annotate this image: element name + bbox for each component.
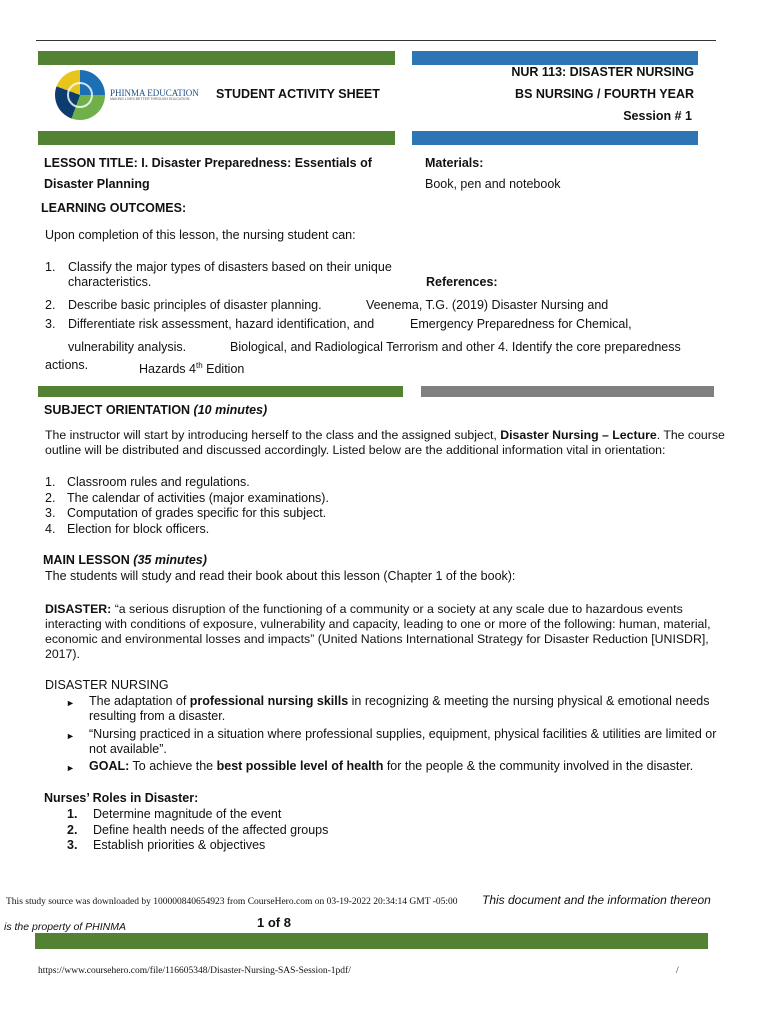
course-title: NUR 113: DISASTER NURSING: [511, 65, 694, 79]
orientation-item-3-number: 3.: [45, 506, 56, 520]
bullet-arrow-icon: ►: [66, 731, 75, 741]
outcomes-heading: LEARNING OUTCOMES:: [41, 201, 187, 215]
role-1: Determine magnitude of the event: [93, 807, 282, 821]
sheet-title: STUDENT ACTIVITY SHEET: [216, 87, 380, 101]
materials-label: Materials:: [425, 156, 484, 170]
orientation-item-1: Classroom rules and regulations.: [67, 475, 250, 489]
orientation-para-post: . The course outline will be distributed and discussed accordingly. Listed below are the additional information vital in orientation:: [45, 428, 725, 457]
disaster-def-text: “a serious disruption of the functioning of a community or a society at any scale due to hazardous events interacting with conditions of exposure, vulnerability and capacity, leading to one or more of the following: human, material, economic and environmental losses and impacts” (United Nations International Strategy for Disaster Reduction [UNISDR], 2017).: [45, 602, 711, 661]
main-lesson-intro: The students will study and read their book about this lesson (Chapter 1 of the book):: [45, 569, 516, 583]
reference-line2: Emergency Preparedness for Chemical,: [410, 317, 632, 331]
disaster-definition: [45, 602, 730, 662]
outcome-3-line2: vulnerability analysis.: [68, 340, 187, 354]
logo-tagline: MAKING LIVES BETTER THROUGH EDUCATION: [110, 97, 190, 101]
outcomes-intro: Upon completion of this lesson, the nursing student can:: [45, 228, 356, 242]
outcome-3-number: 3.: [45, 317, 56, 331]
role-3-number: 3.: [67, 838, 78, 852]
outcome-2-number: 2.: [45, 298, 56, 312]
section-gray-bar: [421, 386, 714, 397]
main-lesson-heading-time: (35 minutes): [133, 553, 207, 567]
header-green-bar-bottom: [38, 131, 395, 145]
logo-name: PHINMA EDUCATION: [110, 88, 199, 98]
dn-bullet-2: “Nursing practiced in a situation where professional supplies, equipment, physical facilities & utilities are limited or not available”.: [89, 727, 717, 756]
role-2: Define health needs of the affected groups: [93, 823, 329, 837]
orientation-paragraph: [45, 428, 730, 458]
disaster-label: DISASTER:: [45, 602, 112, 616]
actions-text: actions.: [45, 358, 89, 372]
property-line2: is the property of PHINMA: [4, 921, 126, 933]
dn-bullet-1-pre: The adaptation of: [89, 694, 190, 708]
orientation-item-1-number: 1.: [45, 475, 56, 489]
orientation-item-2-number: 2.: [45, 491, 56, 505]
outcome-1-number: 1.: [45, 260, 56, 274]
bullet-arrow-icon: ►: [66, 763, 75, 773]
role-2-number: 2.: [67, 823, 78, 837]
reference-line3: Biological, and Radiological Terrorism and other 4. Identify the core preparedness: [230, 340, 681, 354]
materials-value: Book, pen and notebook: [425, 177, 561, 191]
outcome-1-line1: Classify the major types of disasters based on their unique: [68, 260, 392, 274]
header-blue-bar-top: [412, 51, 698, 65]
main-lesson-heading: [43, 553, 207, 568]
dn-bullet-3-post: for the people & the community involved in the disaster.: [383, 759, 694, 773]
phinma-logo-icon: [55, 70, 105, 120]
source-url[interactable]: https://www.coursehero.com/file/116605348/Disaster-Nursing-SAS-Session-1pdf/: [38, 966, 351, 976]
session-label: Session # 1: [623, 109, 692, 123]
orientation-item-4: Election for block officers.: [67, 522, 210, 536]
role-1-number: 1.: [67, 807, 78, 821]
lesson-title-line2: Disaster Planning: [44, 177, 150, 191]
nurses-roles-heading: Nurses’ Roles in Disaster:: [44, 791, 199, 805]
reference-line1: Veenema, T.G. (2019) Disaster Nursing and: [366, 298, 609, 312]
dn-bullet-1: [89, 694, 729, 724]
page-number: 1 of 8: [257, 915, 291, 930]
top-rule: [36, 40, 716, 41]
goal-label: GOAL:: [89, 759, 130, 773]
dn-bullet-3-bold: best possible level of health: [216, 759, 384, 773]
lesson-title-line1: LESSON TITLE: I. Disaster Preparedness: Essentials of: [44, 156, 372, 170]
dn-bullet-3: [89, 759, 693, 774]
orientation-item-2: The calendar of activities (major examinations).: [67, 491, 329, 505]
section-green-bar: [38, 386, 403, 397]
dn-bullet-3-pre: To achieve the: [129, 759, 217, 773]
orientation-heading: [44, 403, 267, 418]
role-3: Establish priorities & objectives: [93, 838, 266, 852]
reference-sup: th: [195, 361, 203, 370]
footer-green-bar: [35, 933, 708, 949]
reference-edition: Edition: [202, 362, 245, 377]
reference-line4: [139, 358, 244, 377]
dn-bullet-1-post: in recognizing & meeting the nursing physical & emotional needs resulting from a disaster.: [89, 694, 710, 723]
dn-bullet-1-bold: professional nursing skills: [189, 694, 349, 708]
orientation-para-bold: Disaster Nursing – Lecture: [500, 428, 657, 442]
outcome-2: Describe basic principles of disaster planning.: [68, 298, 322, 312]
orientation-item-4-number: 4.: [45, 522, 56, 536]
download-note: This study source was downloaded by 100000840654923 from CourseHero.com on 03-19-2022 20:34:14 GMT -05:00: [6, 897, 458, 907]
orientation-heading-text: SUBJECT ORIENTATION: [44, 403, 194, 417]
disaster-nursing-heading: DISASTER NURSING: [45, 678, 169, 692]
orientation-item-3: Computation of grades specific for this subject.: [67, 506, 327, 520]
bullet-arrow-icon: ►: [66, 698, 75, 708]
orientation-heading-time: (10 minutes): [193, 403, 268, 417]
header-blue-bar-bottom: [412, 131, 698, 145]
references-label: References:: [426, 275, 498, 289]
url-tail: /: [676, 966, 679, 976]
reference-hazards: Hazards 4: [139, 362, 196, 377]
program-title: BS NURSING / FOURTH YEAR: [515, 87, 694, 101]
orientation-para-pre: The instructor will start by introducing herself to the class and the assigned subject,: [45, 428, 501, 442]
property-line1: This document and the information thereon: [482, 893, 711, 907]
outcome-3-line1: Differentiate risk assessment, hazard identification, and: [68, 317, 375, 331]
outcome-1-line2: characteristics.: [68, 275, 152, 289]
main-lesson-heading-text: MAIN LESSON: [43, 553, 134, 567]
header-green-bar-top: [38, 51, 395, 65]
